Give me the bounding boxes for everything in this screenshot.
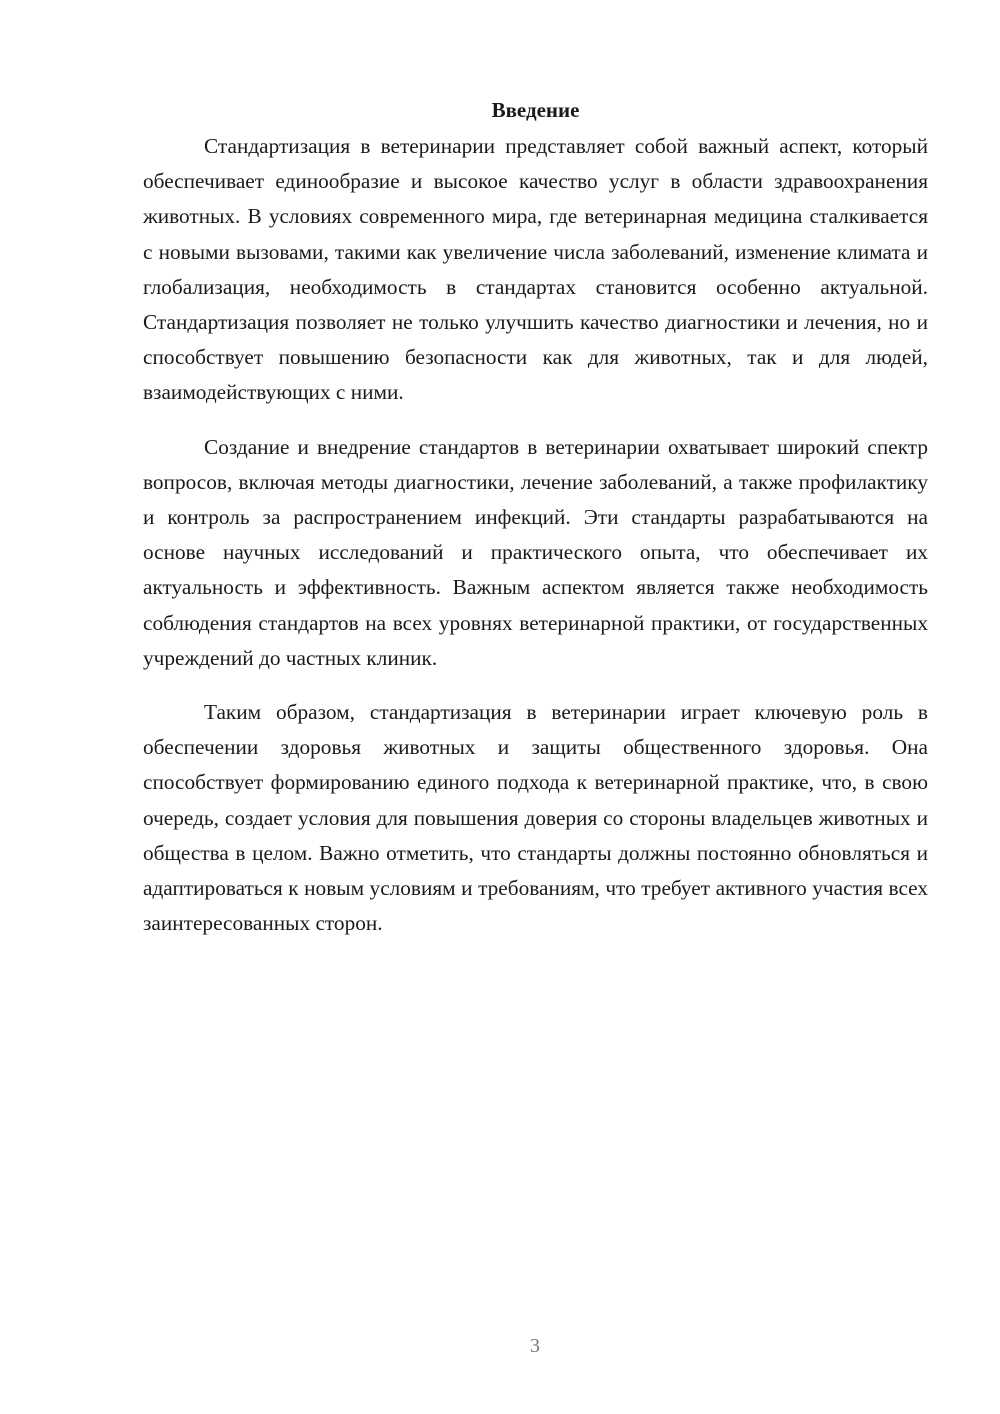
paragraph-1: Стандартизация в ветеринарии представляет собой важный аспект, который обеспечивает единообразие и высокое качество услуг в области здравоохранения животных. В условиях современного мира, где ветеринарная медицина сталкивается с новыми вызовами, такими как увеличение числа заболеваний, изменение климата и глобализация, необходимость в стандартах становится особенно актуальной. Стандартизация позволяет не только улучшить качество диагностики и лечения, но и способствует повышению безопасности как для животных, так и для людей, взаимодействующих с ними. (143, 134, 928, 405)
section-title: Введение (491, 98, 580, 122)
page-content (143, 92, 928, 941)
page-number: 3 (530, 1335, 540, 1357)
paragraph-2: Создание и внедрение стандартов в ветеринарии охватывает широкий спектр вопросов, включая методы диагностики, лечение заболеваний, а также профилактику и контроль за распространением инфекций. Эти стандарты разрабатываются на основе научных исследований и практического опыта, что обеспечивает их актуальность и эффективность. Важным аспектом является также необходимость соблюдения стандартов на всех уровнях ветеринарной практики, от государственных учреждений до частных клиник. (143, 434, 928, 670)
paragraph-3: Таким образом, стандартизация в ветеринарии играет ключевую роль в обеспечении здоровья животных и защиты общественного здоровья. Она способствует формированию единого подхода к ветеринарной практике, что, в свою очередь, создает условия для повышения доверия со стороны владельцев животных и общества в целом. Важно отметить, что стандарты должны постоянно обновляться и адаптироваться к новым условиям и требованиям, что требует активного участия всех заинтересованных сторон. (143, 700, 928, 936)
